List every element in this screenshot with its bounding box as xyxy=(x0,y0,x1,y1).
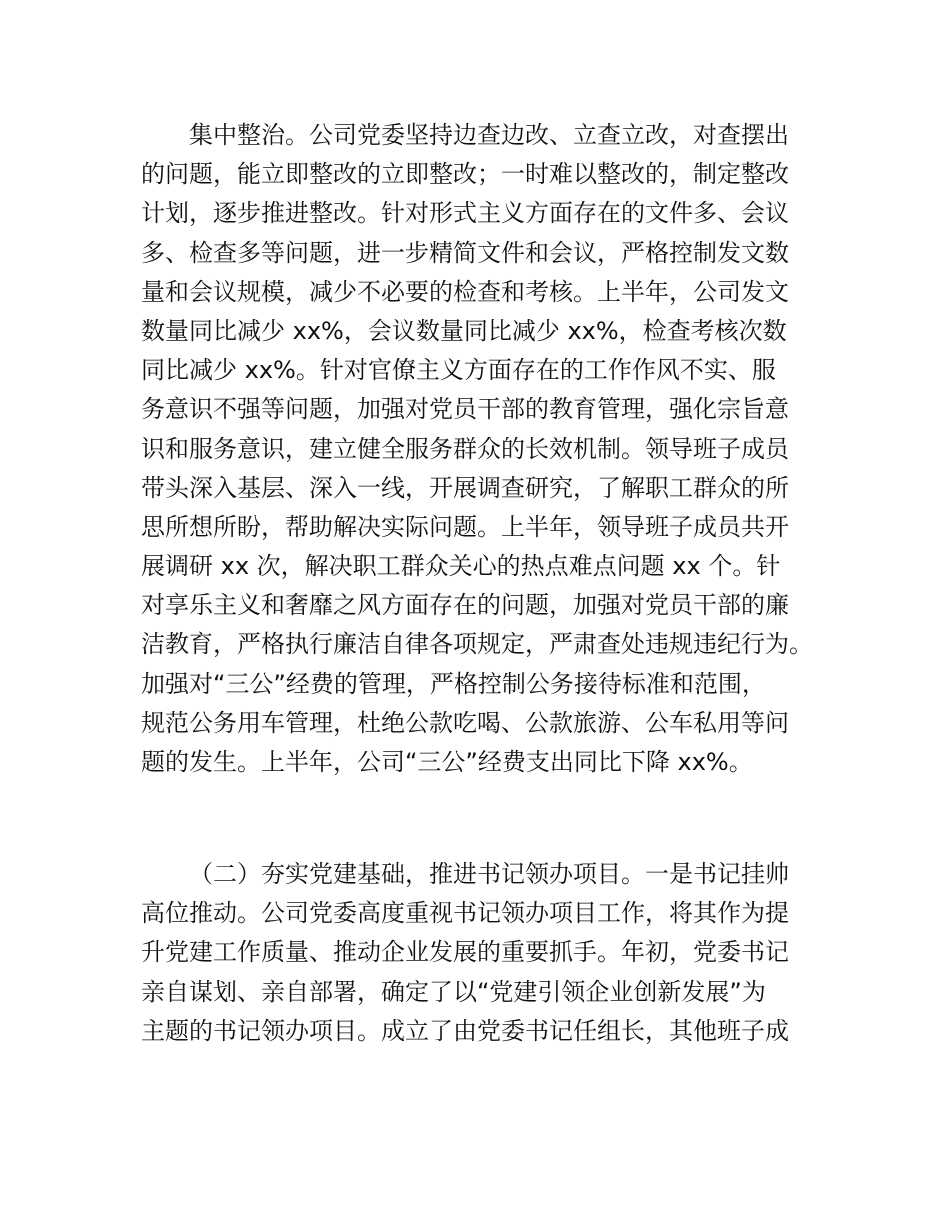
text-line: 高位推动。公司党委高度重视书记领办项目工作，将其作为提 xyxy=(141,899,789,928)
text-line: 量和会议规模，减少不必要的检查和考核。上半年，公司发文 xyxy=(141,277,789,306)
text-line: 思所想所盼，帮助解决实际问题。上半年，领导班子成员共开 xyxy=(141,512,789,541)
text-line: 展调研 xx 次，解决职工群众关心的热点难点问题 xx 个。针 xyxy=(141,552,781,581)
text-line: 亲自谋划、亲自部署，确定了以“党建引领企业创新发展”为 xyxy=(141,977,766,1006)
text-line: 对享乐主义和奢靡之风方面存在的问题，加强对党员干部的廉 xyxy=(141,591,789,620)
text-line: 升党建工作质量、推动企业发展的重要抓手。年初，党委书记 xyxy=(141,938,789,967)
text-line: （二）夯实党建基础，推进书记领办项目。一是书记挂帅 xyxy=(189,860,789,888)
text-line: 的问题，能立即整改的立即整改；一时难以整改的，制定整改 xyxy=(141,160,789,189)
text-line: 主题的书记领办项目。成立了由党委书记任组长，其他班子成 xyxy=(141,1016,789,1045)
paragraph-2 xyxy=(141,855,831,1051)
text-line: 多、检查多等问题，进一步精简文件和会议，严格控制发文数 xyxy=(141,238,789,267)
text-line: 计划，逐步推进整改。针对形式主义方面存在的文件多、会议 xyxy=(141,199,789,228)
text-line: 规范公务用车管理，杜绝公款吃喝、公款旅游、公车私用等问 xyxy=(141,708,789,737)
text-line: 数量同比减少 xx%，会议数量同比减少 xx%，检查考核次数 xyxy=(141,316,787,345)
text-line: 务意识不强等问题，加强对党员干部的教育管理，强化宗旨意 xyxy=(141,395,789,424)
paragraph-1 xyxy=(141,116,831,782)
text-line: 题的发生。上半年，公司“三公”经费支出同比下降 xx%。 xyxy=(141,748,753,776)
text-line: 同比减少 xx%。针对官僚主义方面存在的工作作风不实、服 xyxy=(141,356,776,385)
text-line: 带头深入基层、深入一线，开展调查研究，了解职工群众的所 xyxy=(141,473,789,502)
text-line: 洁教育，严格执行廉洁自律各项规定，严肃查处违规违纪行为。 xyxy=(141,630,813,659)
text-line: 加强对“三公”经费的管理，严格控制公务接待标准和范围， xyxy=(141,669,766,698)
text-line: 集中整治。公司党委坚持边查边改、立查立改，对查摆出 xyxy=(189,121,789,149)
text-line: 识和服务意识，建立健全服务群众的长效机制。领导班子成员 xyxy=(141,434,789,463)
